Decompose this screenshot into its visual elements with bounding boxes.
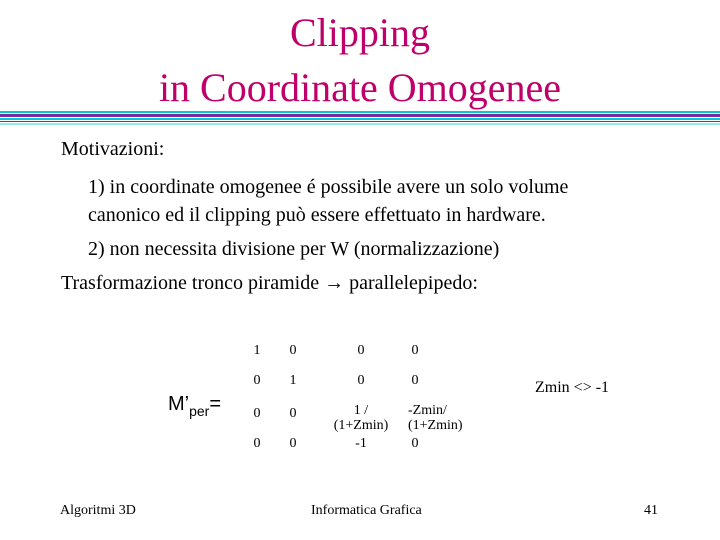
- title-rule-purple-thin: [0, 121, 720, 122]
- matrix-cell: 0: [411, 373, 419, 388]
- matrix-label-equals: =: [209, 393, 222, 415]
- matrix-cell: 0: [289, 406, 297, 421]
- slide-title-line1: Clipping: [289, 10, 431, 55]
- matrix-cell: 0: [253, 373, 261, 388]
- zmin-condition: Zmin <> -1: [535, 379, 610, 396]
- matrix-cell: 0: [253, 406, 261, 421]
- transformation-line: Trasformazione tronco piramide → parallelepipedo:: [61, 272, 478, 294]
- matrix-cell: -1: [355, 436, 367, 451]
- motivation-item2: 2) non necessita divisione per W (normalizzazione): [88, 238, 500, 260]
- title-rule-cyan-bottom: [0, 123, 720, 125]
- matrix-label-sub: per: [189, 403, 210, 419]
- footer-subject: Informatica Grafica: [311, 503, 422, 518]
- motivation-item1-line2: canonico ed il clipping può essere effettuato in hardware.: [88, 204, 546, 226]
- matrix-cell: 0: [289, 436, 297, 451]
- matrix-cell: 0: [253, 436, 261, 451]
- matrix-cell: 1: [253, 343, 261, 358]
- title-rule-purple: [0, 114, 720, 117]
- matrix-label: [168, 393, 221, 419]
- footer-course: Algoritmi 3D: [60, 503, 136, 518]
- matrix-cell: 0: [411, 436, 419, 451]
- title-rule-cyan-top: [0, 111, 720, 113]
- motivation-heading: Motivazioni:: [61, 138, 165, 160]
- matrix-cell: 0: [357, 343, 365, 358]
- motivation-item1-line1: 1) in coordinate omogenee é possibile avere un solo volume: [88, 176, 569, 198]
- matrix-cell: 0: [289, 343, 297, 358]
- title-rule-cyan-mid: [0, 118, 720, 120]
- matrix-cell: 1 / (1+Zmin): [333, 403, 389, 433]
- matrix-cell: 0: [411, 343, 419, 358]
- slide-title-line2: in Coordinate Omogenee: [158, 65, 562, 110]
- page-number: 41: [644, 503, 658, 518]
- matrix-cell: -Zmin/ (1+Zmin): [408, 403, 463, 433]
- matrix-cell: 1: [289, 373, 297, 388]
- matrix-cell: 0: [357, 373, 365, 388]
- matrix-label-main: M’: [168, 393, 190, 415]
